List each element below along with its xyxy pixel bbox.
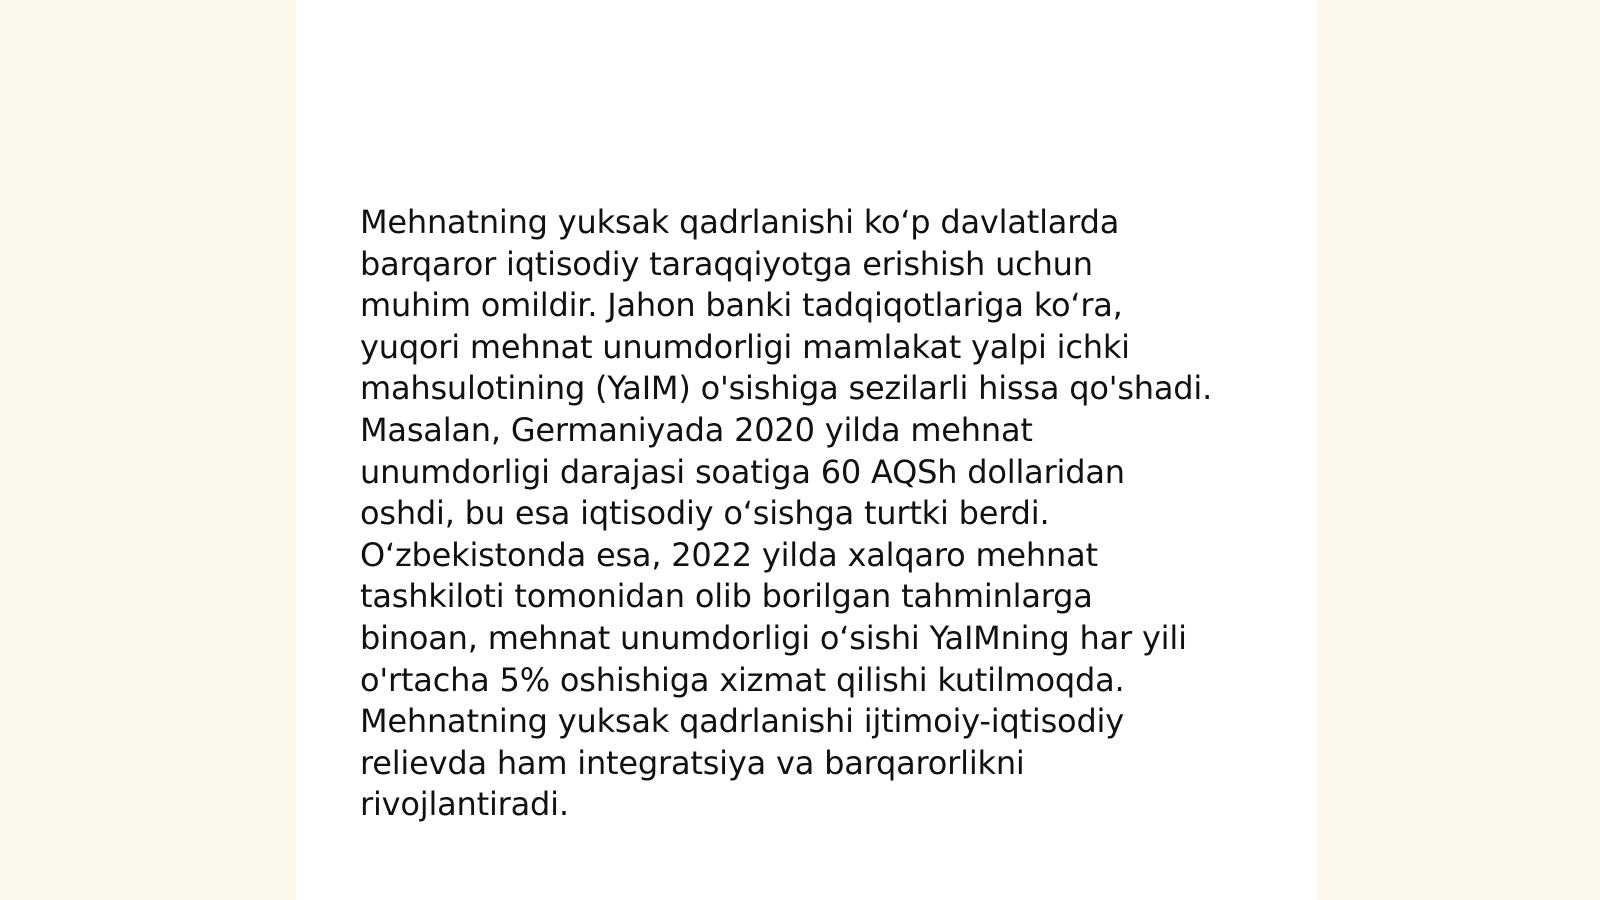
text-line: Masalan, Germaniyada 2020 yilda mehnat	[360, 410, 1033, 449]
text-line: muhim omildir. Jahon banki tadqiqotlariga ko‘ra,	[360, 286, 1123, 325]
text-line: relievda ham integratsiya va barqarorlikni	[360, 743, 1025, 782]
text-line: Mehnatning yuksak qadrlanishi ijtimoiy-iqtisodiy	[360, 702, 1124, 741]
text-line: tashkiloti tomonidan olib borilgan tahminlarga	[360, 577, 1093, 616]
text-line: mahsulotining (YaIM) o'sishiga sezilarli hissa qo'shadi.	[360, 369, 1213, 408]
document-body	[360, 202, 1260, 826]
text-line: rivojlantiradi.	[360, 785, 569, 824]
text-line: unumdorligi darajasi soatiga 60 AQSh dollaridan	[360, 452, 1125, 491]
text-line: Mehnatning yuksak qadrlanishi ko‘p davlatlarda	[360, 203, 1120, 241]
text-line: O‘zbekistonda esa, 2022 yilda xalqaro mehnat	[360, 535, 1098, 574]
text-line: oshdi, bu esa iqtisodiy o‘sishga turtki berdi.	[360, 494, 1050, 533]
text-line: barqaror iqtisodiy taraqqiyotga erishish uchun	[360, 244, 1093, 283]
text-line: o'rtacha 5% oshishiga xizmat qilishi kutilmoqda.	[360, 660, 1125, 699]
document-page	[296, 0, 1318, 900]
text-line: binoan, mehnat unumdorligi o‘sishi YaIMning har yili	[360, 618, 1187, 657]
text-line: yuqori mehnat unumdorligi mamlakat yalpi ichki	[360, 327, 1130, 366]
